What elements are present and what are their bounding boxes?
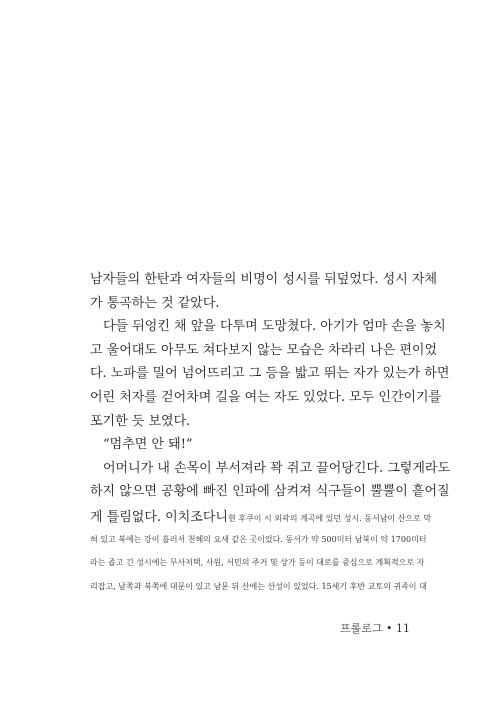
footnote-fragment: 현 후쿠이 시 외곽의 계곡에 있던 성시. 동서남이 산으로 막 xyxy=(227,513,432,523)
body-text xyxy=(90,268,451,598)
body-line: 다. 노파를 밀어 넘어뜨리고 그 등을 밟고 뛰는 자가 있는가 하면 xyxy=(90,366,450,382)
footnote-line: 리잡고, 남쪽과 북쪽에 대문이 있고 남문 뒤 산에는 산성이 있었다. 15세기 후반 교토의 귀족이 대 xyxy=(90,581,427,591)
footnote-line: 라는 좁고 긴 성시에는 무사저택, 사원, 서민의 주거 및 상가 등이 대로를 중심으로 계획적으로 자 xyxy=(90,558,425,568)
dialogue-line: “멈추면 안 돼!” xyxy=(103,437,193,453)
body-line: 가 통곡하는 것 같았다. xyxy=(90,295,220,311)
body-line: 고 울어대도 아무도 쳐다보지 않는 모습은 차라리 나은 편이었 xyxy=(90,342,438,358)
body-line-with-note xyxy=(90,504,432,528)
body-text-fragment: 게 틀림없다. 이치조다니 xyxy=(90,509,228,525)
body-line: 어머니가 내 손목이 부서져라 꽉 쥐고 끌어당긴다. 그렇게라도 xyxy=(103,460,451,476)
body-line: 하지 않으면 공황에 빠진 인파에 삼켜져 식구들이 뿔뿔이 흩어질 xyxy=(90,484,450,500)
page-footer: 프롤로그 • 11 xyxy=(340,622,410,635)
body-line: 남자들의 한탄과 여자들의 비명이 성시를 뒤덮었다. 성시 자체 xyxy=(90,272,438,287)
body-line: 다들 뒤엉킨 채 앞을 다투며 도망쳤다. 아기가 엄마 손을 놓치 xyxy=(103,319,446,335)
body-line: 어린 처자를 걷어차며 길을 여는 자도 있었다. 모두 인간이기를 xyxy=(90,389,442,405)
body-line: 포기한 듯 보였다. xyxy=(90,413,191,429)
footnote-line: 혀 있고 북에는 강이 흘러서 천혜의 요새 같은 곳이었다. 동서가 약 500미터 남북이 약 1700미터 xyxy=(90,534,427,544)
